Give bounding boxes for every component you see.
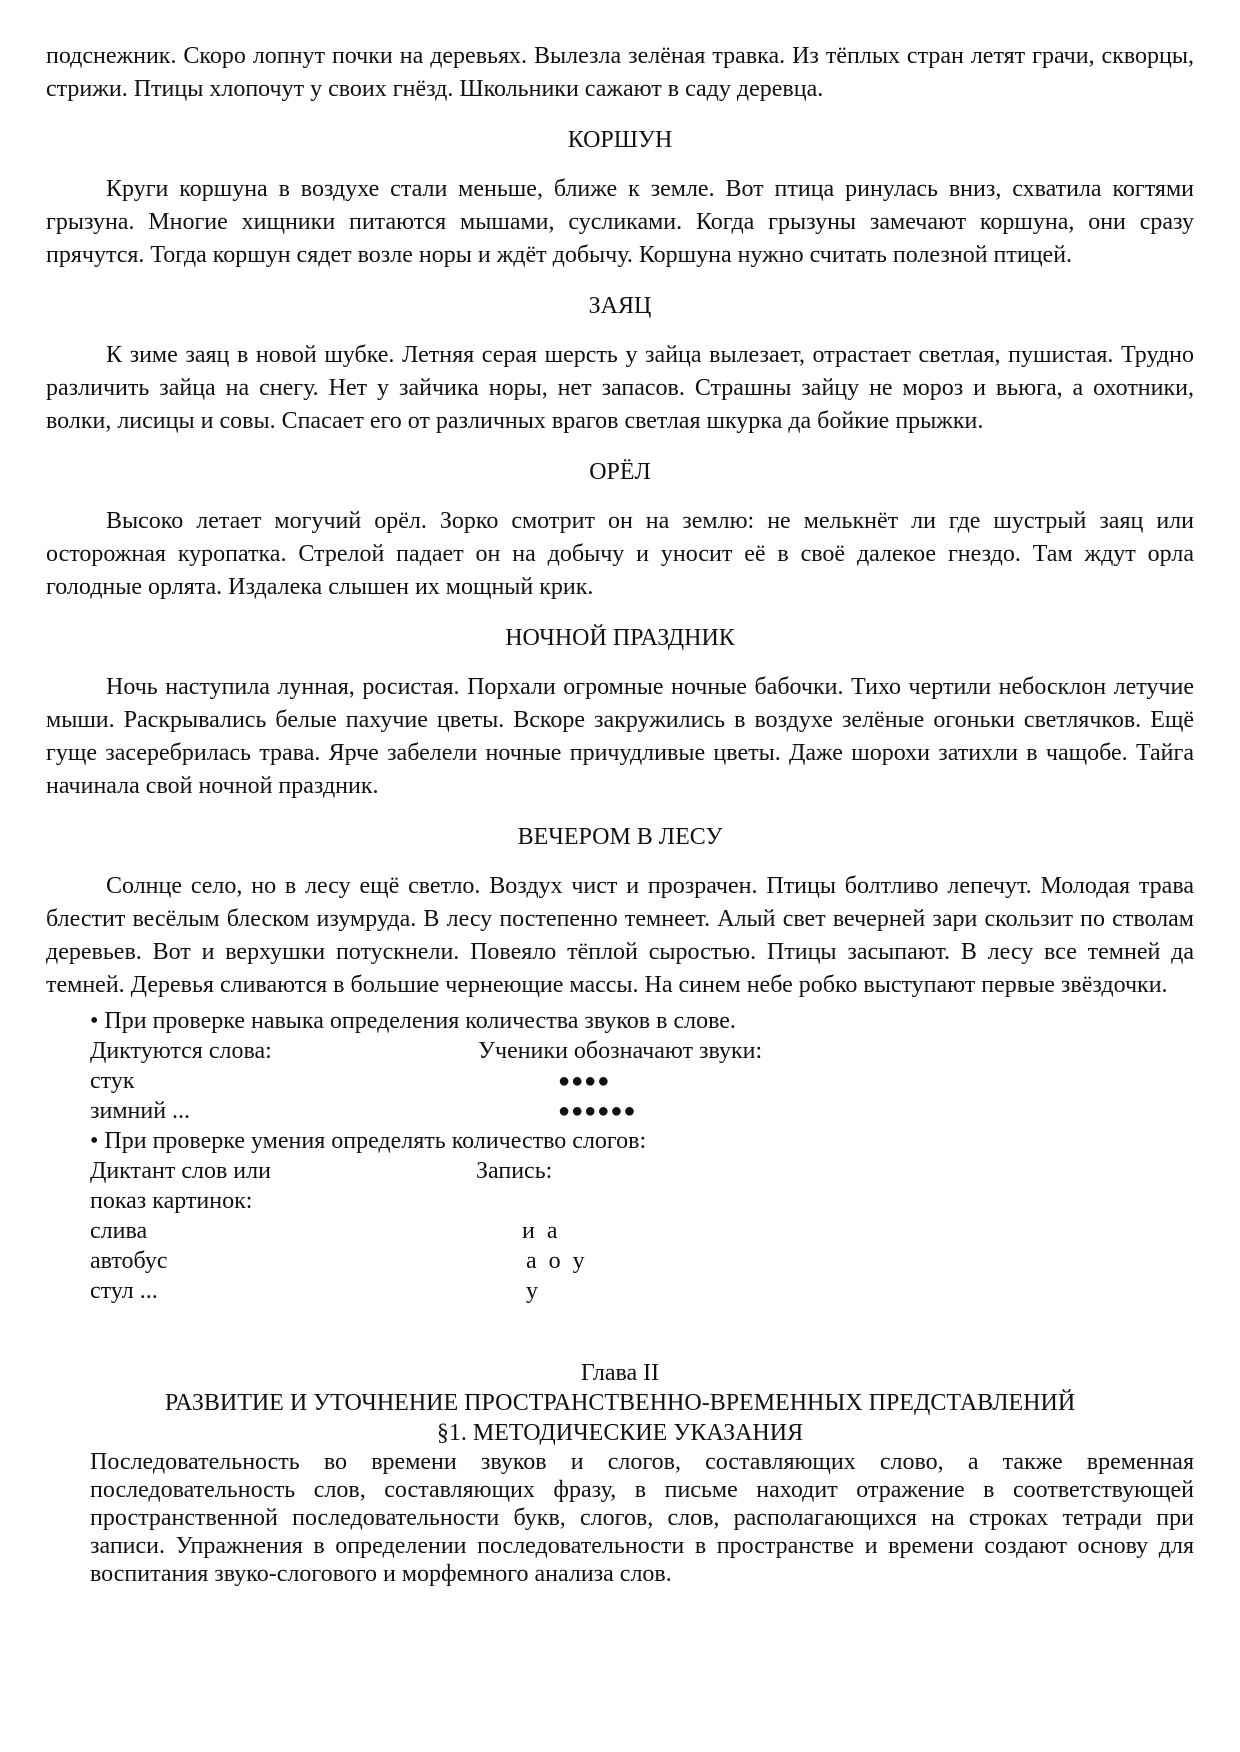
table-row	[90, 1066, 1190, 1096]
section-text-night-holiday: Ночь наступила лунная, росистая. Порхали огромные ночные бабочки. Тихо чертили небосклон летучие мыши. Раскрывались белые пахучие цветы. Вскоре закружились в воздухе зелёные огоньки светлячков. Ещё гуще засеребрилась трава. Ярче забелели ночные причудливые цветы. Даже шорохи затихли в чащобе. Тайга начинала свой ночной праздник.	[46, 674, 1194, 799]
sounds-col-right-header: Ученики обозначают звуки:	[478, 1038, 763, 1064]
sounds-check-block	[90, 1006, 1190, 1126]
syllables-word: автобус	[90, 1248, 168, 1274]
section-title-night-holiday: НОЧНОЙ ПРАЗДНИК	[505, 625, 735, 651]
table-row	[90, 1276, 1190, 1306]
sounds-col-left-header: Диктуются слова:	[90, 1038, 272, 1064]
syllables-col-left-header-2: показ картинок:	[90, 1188, 253, 1214]
section-text-orel: Высоко летает могучий орёл. Зорко смотрит он на землю: не мелькнёт ли где шустрый заяц или осторожная куропатка. Стрелой падает он на добычу и уносит её в своё далекое гнездо. Там ждут орла голодные орлята. Издалека слышен их мощный крик.	[46, 508, 1194, 600]
section-title-evening-forest: ВЕЧЕРОМ В ЛЕСУ	[517, 824, 723, 850]
sounds-word: зимний ...	[90, 1098, 191, 1124]
chapter-body-paragraph: Последовательность во времени звуков и слогов, составляющих слово, а также временная последовательность слов, составляющих фразу, в письме находит отражение в соответствующей пространственной последовательности букв, слогов, слов, располагающихся на строках тетради при записи. Упражнения в определении последовательности в пространстве и времени создают основу для воспитания звуко-слогового и морфемного анализа слов.	[90, 1449, 1194, 1587]
section-title-orel: ОРЁЛ	[589, 459, 651, 485]
syllables-check-block	[90, 1126, 1190, 1306]
section-text-evening-forest: Солнце село, но в лесу ещё светло. Воздух чист и прозрачен. Птицы болтливо лепечут. Молодая трава блестит весёлым блеском изумруда. В лесу постепенно темнеет. Алый свет вечерней зари скользит по стволам деревьев. Вот и верхушки потускнели. Повеяло тёплой сыростью. Птицы засыпают. В лесу все темней да темней. Деревья сливаются в большие чернеющие массы. На синем небе робко выступают первые звёздочки.	[46, 873, 1194, 998]
section-text-korshun: Круги коршуна в воздухе стали меньше, ближе к земле. Вот птица ринулась вниз, схватила когтями грызуна. Многие хищники питаются мышами, сусликами. Когда грызуны замечают коршуна, они сразу прячутся. Тогда коршун сядет возле норы и ждёт добычу. Коршуна нужно считать полезной птицей.	[46, 176, 1194, 268]
table-row	[90, 1216, 1190, 1246]
syllables-word: стул ...	[90, 1278, 158, 1304]
section-text-zayats: К зиме заяц в новой шубке. Летняя серая шерсть у зайца вылезает, отрастает светлая, пушистая. Трудно различить зайца на снегу. Нет у зайчика норы, нет запасов. Страшны зайцу не мороз и вьюга, а охотники, волки, лисицы и совы. Спасает его от различных врагов светлая шкурка да бойкие прыжки.	[46, 342, 1194, 434]
intro-paragraph: подснежник. Скоро лопнут почки на деревьях. Вылезла зелёная травка. Из тёплых стран летят грачи, скворцы, стрижи. Птицы хлопочут у своих гнёзд. Школьники сажают в саду деревца.	[46, 43, 1194, 102]
table-row	[90, 1096, 1190, 1126]
sounds-check-heading: • При проверке навыка определения количества звуков в слове.	[90, 1008, 736, 1034]
table-row	[90, 1246, 1190, 1276]
syllables-word: слива	[90, 1218, 148, 1244]
sounds-dots: ●●●●●●	[558, 1100, 637, 1122]
syllables-check-heading: • При проверке умения определять количество слогов:	[90, 1128, 647, 1154]
syllables-record: а о у	[526, 1248, 585, 1274]
chapter-label: Глава II	[580, 1360, 660, 1386]
syllables-col-left-header-1: Диктант слов или	[90, 1158, 271, 1184]
section-title-zayats: ЗАЯЦ	[588, 293, 652, 319]
sounds-word: стук	[90, 1068, 135, 1094]
syllables-record: у	[526, 1278, 538, 1304]
chapter-title: РАЗВИТИЕ И УТОЧНЕНИЕ ПРОСТРАНСТВЕННО-ВРЕМЕННЫХ ПРЕДСТАВЛЕНИЙ	[164, 1390, 1076, 1416]
syllables-record: и а	[522, 1218, 558, 1244]
syllables-col-right-header: Запись:	[476, 1158, 553, 1184]
sounds-dots: ●●●●	[558, 1070, 611, 1092]
section-title-korshun: КОРШУН	[567, 127, 673, 153]
chapter-section-title: §1. МЕТОДИЧЕСКИЕ УКАЗАНИЯ	[436, 1420, 804, 1446]
document-page	[46, 40, 1194, 1588]
